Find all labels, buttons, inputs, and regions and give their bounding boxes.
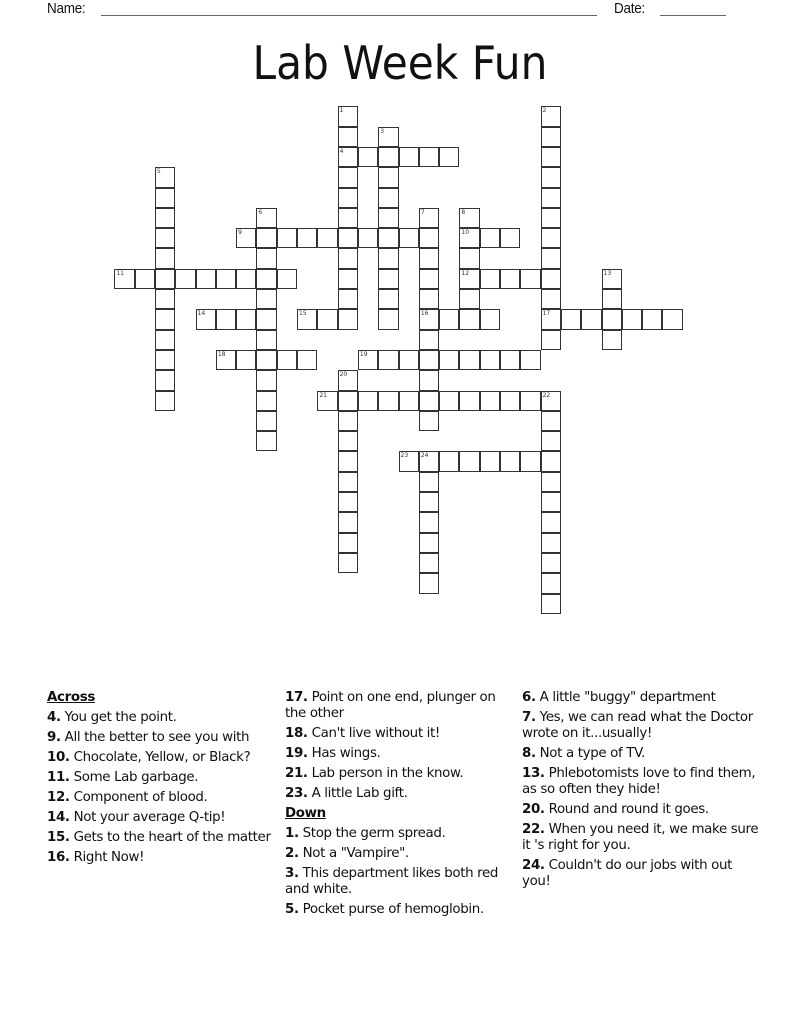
- cell-number: 22: [542, 391, 551, 399]
- grid-cell[interactable]: [419, 147, 439, 167]
- grid-cell[interactable]: [236, 269, 256, 289]
- grid-cell[interactable]: [541, 147, 561, 167]
- grid-cell[interactable]: [541, 309, 561, 329]
- grid-cell[interactable]: [358, 147, 378, 167]
- cell-number: 7: [420, 208, 425, 216]
- grid-cell[interactable]: [399, 147, 419, 167]
- clue-number: 1.: [285, 826, 299, 841]
- grid-cell[interactable]: [500, 391, 520, 411]
- grid-cell[interactable]: [338, 147, 358, 167]
- grid-cell[interactable]: [338, 533, 358, 553]
- clue-number: 23.: [285, 786, 308, 801]
- grid-cell[interactable]: [419, 573, 439, 593]
- grid-cell[interactable]: [297, 350, 317, 370]
- grid-cell[interactable]: [419, 370, 439, 390]
- grid-cell[interactable]: [419, 208, 439, 228]
- cell-number: 8: [461, 208, 466, 216]
- clue-text: Right Now!: [73, 850, 145, 865]
- grid-cell[interactable]: [541, 472, 561, 492]
- down-clue: [522, 766, 762, 798]
- grid-cell[interactable]: [541, 269, 561, 289]
- grid-cell[interactable]: [602, 269, 622, 289]
- grid-cell[interactable]: [459, 228, 479, 248]
- grid-cell[interactable]: [277, 350, 297, 370]
- down-clue: [522, 710, 762, 742]
- grid-cell[interactable]: [520, 269, 540, 289]
- clue-number: 19.: [285, 746, 308, 761]
- grid-cell[interactable]: [378, 248, 398, 268]
- grid-cell[interactable]: [419, 533, 439, 553]
- grid-cell[interactable]: [256, 248, 276, 268]
- grid-cell[interactable]: [541, 492, 561, 512]
- clue-number: 10.: [47, 750, 70, 765]
- grid-cell[interactable]: [236, 309, 256, 329]
- across-clue: [285, 766, 513, 782]
- clue-number: 22.: [522, 822, 545, 837]
- cell-number: 4: [339, 147, 344, 155]
- clue-number: 18.: [285, 726, 308, 741]
- grid-cell[interactable]: [541, 248, 561, 268]
- cell-number: 24: [420, 452, 429, 460]
- down-clue: [522, 822, 762, 854]
- grid-cell[interactable]: [358, 228, 378, 248]
- grid-cell[interactable]: [541, 167, 561, 187]
- cell-number: 13: [603, 269, 612, 277]
- grid-cell[interactable]: [155, 248, 175, 268]
- cell-number: 21: [319, 391, 327, 399]
- grid-cell[interactable]: [378, 289, 398, 309]
- clue-text: Can't live without it!: [311, 726, 440, 741]
- grid-cell[interactable]: [338, 248, 358, 268]
- grid-cell[interactable]: [419, 512, 439, 532]
- grid-cell[interactable]: [338, 492, 358, 512]
- grid-cell[interactable]: [256, 309, 276, 329]
- grid-cell[interactable]: [155, 350, 175, 370]
- grid-cell[interactable]: [419, 330, 439, 350]
- clue-number: 20.: [522, 802, 545, 817]
- grid-cell[interactable]: [419, 391, 439, 411]
- cell-number: 19: [359, 350, 368, 358]
- grid-cell[interactable]: [358, 391, 378, 411]
- grid-cell[interactable]: [338, 188, 358, 208]
- grid-cell[interactable]: [378, 309, 398, 329]
- cell-number: 11: [116, 269, 124, 277]
- grid-cell[interactable]: [459, 309, 479, 329]
- clue-number: 8.: [522, 746, 536, 761]
- grid-cell[interactable]: [602, 309, 622, 329]
- grid-cell[interactable]: [338, 228, 358, 248]
- down-clue: [522, 746, 762, 762]
- grid-cell[interactable]: [439, 451, 459, 471]
- grid-cell[interactable]: [459, 391, 479, 411]
- across-clue: [47, 790, 279, 806]
- grid-cell[interactable]: [459, 289, 479, 309]
- grid-cell[interactable]: [256, 228, 276, 248]
- grid-cell[interactable]: [541, 411, 561, 431]
- across-clue: [47, 830, 279, 846]
- grid-cell[interactable]: [338, 391, 358, 411]
- clue-number: 5.: [285, 902, 299, 917]
- grid-cell[interactable]: [338, 411, 358, 431]
- grid-cell[interactable]: [480, 228, 500, 248]
- cell-number: 3: [380, 127, 385, 135]
- clue-column-1: [47, 686, 279, 866]
- grid-cell[interactable]: [338, 106, 358, 126]
- grid-cell[interactable]: [541, 573, 561, 593]
- grid-cell[interactable]: [317, 228, 337, 248]
- grid-cell[interactable]: [338, 269, 358, 289]
- cell-number: 6: [258, 208, 263, 216]
- grid-cell[interactable]: [256, 330, 276, 350]
- grid-cell[interactable]: [419, 289, 439, 309]
- grid-cell[interactable]: [378, 391, 398, 411]
- grid-cell[interactable]: [480, 391, 500, 411]
- cell-number: 5: [156, 168, 161, 176]
- grid-cell[interactable]: [520, 391, 540, 411]
- across-clue: [47, 810, 279, 826]
- grid-cell[interactable]: [439, 350, 459, 370]
- clue-text: Phlebotomists love to find them, as so often they hide!: [522, 766, 756, 797]
- clue-text: Not your average Q-tip!: [73, 810, 226, 825]
- cell-number: 20: [339, 371, 348, 379]
- grid-cell[interactable]: [459, 248, 479, 268]
- grid-cell[interactable]: [399, 451, 419, 471]
- clue-text: Not a type of TV.: [539, 746, 646, 761]
- grid-cell[interactable]: [520, 451, 540, 471]
- grid-cell[interactable]: [439, 391, 459, 411]
- grid-cell[interactable]: [602, 289, 622, 309]
- grid-cell[interactable]: [216, 269, 236, 289]
- grid-cell[interactable]: [196, 309, 216, 329]
- clue-number: 16.: [47, 850, 70, 865]
- grid-cell[interactable]: [256, 391, 276, 411]
- grid-cell[interactable]: [378, 127, 398, 147]
- clue-number: 7.: [522, 710, 536, 725]
- cell-number: 9: [238, 229, 242, 237]
- grid-cell[interactable]: [236, 350, 256, 370]
- clue-text: Not a "Vampire".: [302, 846, 409, 861]
- grid-cell[interactable]: [662, 309, 682, 329]
- clue-column-2: [285, 686, 513, 918]
- down-clue: [285, 846, 513, 862]
- grid-cell[interactable]: [378, 208, 398, 228]
- grid-cell[interactable]: [256, 208, 276, 228]
- grid-cell[interactable]: [196, 269, 216, 289]
- grid-cell[interactable]: [581, 309, 601, 329]
- clue-text: Couldn't do our jobs with out you!: [522, 858, 733, 889]
- grid-cell[interactable]: [541, 228, 561, 248]
- clue-text: A little Lab gift.: [311, 786, 408, 801]
- clue-text: Component of blood.: [73, 790, 208, 805]
- grid-cell[interactable]: [155, 208, 175, 228]
- grid-cell[interactable]: [114, 269, 134, 289]
- grid-cell[interactable]: [338, 208, 358, 228]
- grid-cell[interactable]: [419, 350, 439, 370]
- grid-cell[interactable]: [500, 228, 520, 248]
- grid-cell[interactable]: [155, 289, 175, 309]
- grid-cell[interactable]: [338, 512, 358, 532]
- down-clue: [522, 802, 762, 818]
- grid-cell[interactable]: [155, 391, 175, 411]
- clue-text: Pocket purse of hemoglobin.: [302, 902, 484, 917]
- grid-cell[interactable]: [459, 451, 479, 471]
- grid-cell[interactable]: [155, 309, 175, 329]
- cell-number: 12: [461, 269, 470, 277]
- grid-cell[interactable]: [541, 391, 561, 411]
- across-clue: [285, 690, 513, 722]
- grid-cell[interactable]: [541, 512, 561, 532]
- grid-cell[interactable]: [500, 269, 520, 289]
- clue-text: You get the point.: [64, 710, 177, 725]
- clue-text: Has wings.: [311, 746, 381, 761]
- clue-text: Gets to the heart of the matter: [73, 830, 271, 845]
- down-clue: [522, 858, 762, 890]
- cell-number: 17: [542, 310, 551, 318]
- clue-number: 12.: [47, 790, 70, 805]
- grid-cell[interactable]: [338, 451, 358, 471]
- grid-cell[interactable]: [439, 309, 459, 329]
- grid-cell[interactable]: [419, 472, 439, 492]
- grid-cell[interactable]: [459, 269, 479, 289]
- clue-number: 24.: [522, 858, 545, 873]
- grid-cell[interactable]: [297, 309, 317, 329]
- clue-text: Chocolate, Yellow, or Black?: [73, 750, 251, 765]
- clue-number: 14.: [47, 810, 70, 825]
- down-heading: Down: [285, 806, 326, 821]
- grid-cell[interactable]: [256, 350, 276, 370]
- across-clue: [47, 750, 279, 766]
- grid-cell[interactable]: [277, 269, 297, 289]
- grid-cell[interactable]: [419, 309, 439, 329]
- grid-cell[interactable]: [541, 208, 561, 228]
- across-clue: [47, 850, 279, 866]
- clue-number: 3.: [285, 866, 299, 881]
- grid-cell[interactable]: [338, 431, 358, 451]
- across-clue: [285, 726, 513, 742]
- grid-cell[interactable]: [155, 228, 175, 248]
- grid-cell[interactable]: [541, 553, 561, 573]
- grid-cell[interactable]: [419, 492, 439, 512]
- grid-cell[interactable]: [520, 350, 540, 370]
- grid-cell[interactable]: [256, 411, 276, 431]
- grid-cell[interactable]: [541, 188, 561, 208]
- grid-cell[interactable]: [378, 188, 398, 208]
- grid-cell[interactable]: [175, 269, 195, 289]
- cell-number: 18: [217, 350, 226, 358]
- grid-cell[interactable]: [541, 533, 561, 553]
- clue-text: Point on one end, plunger on the other: [285, 690, 496, 721]
- across-clue: [285, 786, 513, 802]
- grid-cell[interactable]: [378, 269, 398, 289]
- grid-cell[interactable]: [480, 451, 500, 471]
- grid-cell[interactable]: [155, 269, 175, 289]
- grid-cell[interactable]: [541, 127, 561, 147]
- name-label: Name:: [47, 0, 86, 17]
- grid-cell[interactable]: [541, 330, 561, 350]
- cell-number: 16: [420, 310, 429, 318]
- grid-cell[interactable]: [480, 350, 500, 370]
- grid-cell[interactable]: [378, 167, 398, 187]
- cell-number: 10: [461, 229, 470, 237]
- grid-cell[interactable]: [480, 269, 500, 289]
- grid-cell[interactable]: [256, 269, 276, 289]
- grid-cell[interactable]: [338, 127, 358, 147]
- clue-text: This department likes both red and white.: [285, 866, 499, 897]
- across-clue: [47, 710, 279, 726]
- clue-number: 15.: [47, 830, 70, 845]
- grid-cell[interactable]: [317, 391, 337, 411]
- down-clue: [285, 866, 513, 898]
- grid-cell[interactable]: [541, 106, 561, 126]
- grid-cell[interactable]: [338, 309, 358, 329]
- across-heading: Across: [47, 690, 95, 705]
- date-label: Date:: [614, 0, 645, 17]
- clue-number: 11.: [47, 770, 70, 785]
- grid-cell[interactable]: [378, 228, 398, 248]
- grid-cell[interactable]: [155, 330, 175, 350]
- grid-cell[interactable]: [399, 350, 419, 370]
- grid-cell[interactable]: [256, 431, 276, 451]
- grid-cell[interactable]: [399, 391, 419, 411]
- clue-number: 21.: [285, 766, 308, 781]
- grid-cell[interactable]: [459, 350, 479, 370]
- down-clue: [285, 902, 513, 918]
- grid-cell[interactable]: [236, 228, 256, 248]
- grid-cell[interactable]: [277, 228, 297, 248]
- grid-cell[interactable]: [419, 269, 439, 289]
- clue-text: Stop the germ spread.: [302, 826, 446, 841]
- cell-number: 1: [339, 107, 344, 115]
- across-clue: [285, 746, 513, 762]
- grid-cell[interactable]: [541, 431, 561, 451]
- grid-cell[interactable]: [256, 370, 276, 390]
- grid-cell[interactable]: [602, 330, 622, 350]
- cell-number: 14: [197, 310, 206, 318]
- grid-cell[interactable]: [480, 309, 500, 329]
- grid-cell[interactable]: [338, 370, 358, 390]
- grid-cell[interactable]: [338, 472, 358, 492]
- grid-cell[interactable]: [317, 309, 337, 329]
- grid-cell[interactable]: [216, 309, 236, 329]
- grid-cell[interactable]: [155, 370, 175, 390]
- clue-number: 6.: [522, 690, 536, 705]
- clue-text: All the better to see you with: [64, 730, 250, 745]
- across-clue: [47, 770, 279, 786]
- grid-cell[interactable]: [338, 289, 358, 309]
- clue-text: A little "buggy" department: [539, 690, 716, 705]
- grid-cell[interactable]: [419, 553, 439, 573]
- grid-cell[interactable]: [541, 594, 561, 614]
- down-clue: [522, 690, 762, 706]
- grid-cell[interactable]: [541, 451, 561, 471]
- grid-cell[interactable]: [378, 147, 398, 167]
- cell-number: 15: [299, 310, 307, 318]
- grid-cell[interactable]: [216, 350, 236, 370]
- clue-text: Some Lab garbage.: [73, 770, 199, 785]
- grid-cell[interactable]: [358, 350, 378, 370]
- grid-cell[interactable]: [500, 451, 520, 471]
- cell-number: 2: [542, 107, 547, 115]
- page-title: Lab Week Fun: [252, 36, 548, 90]
- grid-cell[interactable]: [459, 208, 479, 228]
- clue-number: 4.: [47, 710, 61, 725]
- grid-cell[interactable]: [419, 228, 439, 248]
- grid-cell[interactable]: [256, 289, 276, 309]
- grid-cell[interactable]: [338, 553, 358, 573]
- grid-cell[interactable]: [541, 289, 561, 309]
- grid-cell[interactable]: [642, 309, 662, 329]
- grid-cell[interactable]: [155, 167, 175, 187]
- grid-cell[interactable]: [622, 309, 642, 329]
- grid-cell[interactable]: [419, 411, 439, 431]
- grid-cell[interactable]: [155, 188, 175, 208]
- clue-number: 13.: [522, 766, 545, 781]
- clue-number: 9.: [47, 730, 61, 745]
- down-clue: [285, 826, 513, 842]
- grid-cell[interactable]: [419, 451, 439, 471]
- cell-number: 23: [400, 452, 409, 460]
- grid-cell[interactable]: [500, 350, 520, 370]
- grid-cell[interactable]: [399, 228, 419, 248]
- clue-text: Round and round it goes.: [548, 802, 709, 817]
- clue-number: 17.: [285, 690, 308, 705]
- grid-cell[interactable]: [135, 269, 155, 289]
- across-clue: [47, 730, 279, 746]
- grid-cell[interactable]: [419, 248, 439, 268]
- clue-number: 2.: [285, 846, 299, 861]
- grid-cell[interactable]: [439, 147, 459, 167]
- clue-text: Lab person in the know.: [311, 766, 464, 781]
- clue-column-3: [522, 686, 762, 890]
- grid-cell[interactable]: [561, 309, 581, 329]
- clue-text: Yes, we can read what the Doctor wrote on it...usually!: [522, 710, 753, 741]
- clue-text: When you need it, we make sure it 's right for you.: [522, 822, 759, 853]
- grid-cell[interactable]: [297, 228, 317, 248]
- grid-cell[interactable]: [338, 167, 358, 187]
- grid-cell[interactable]: [378, 350, 398, 370]
